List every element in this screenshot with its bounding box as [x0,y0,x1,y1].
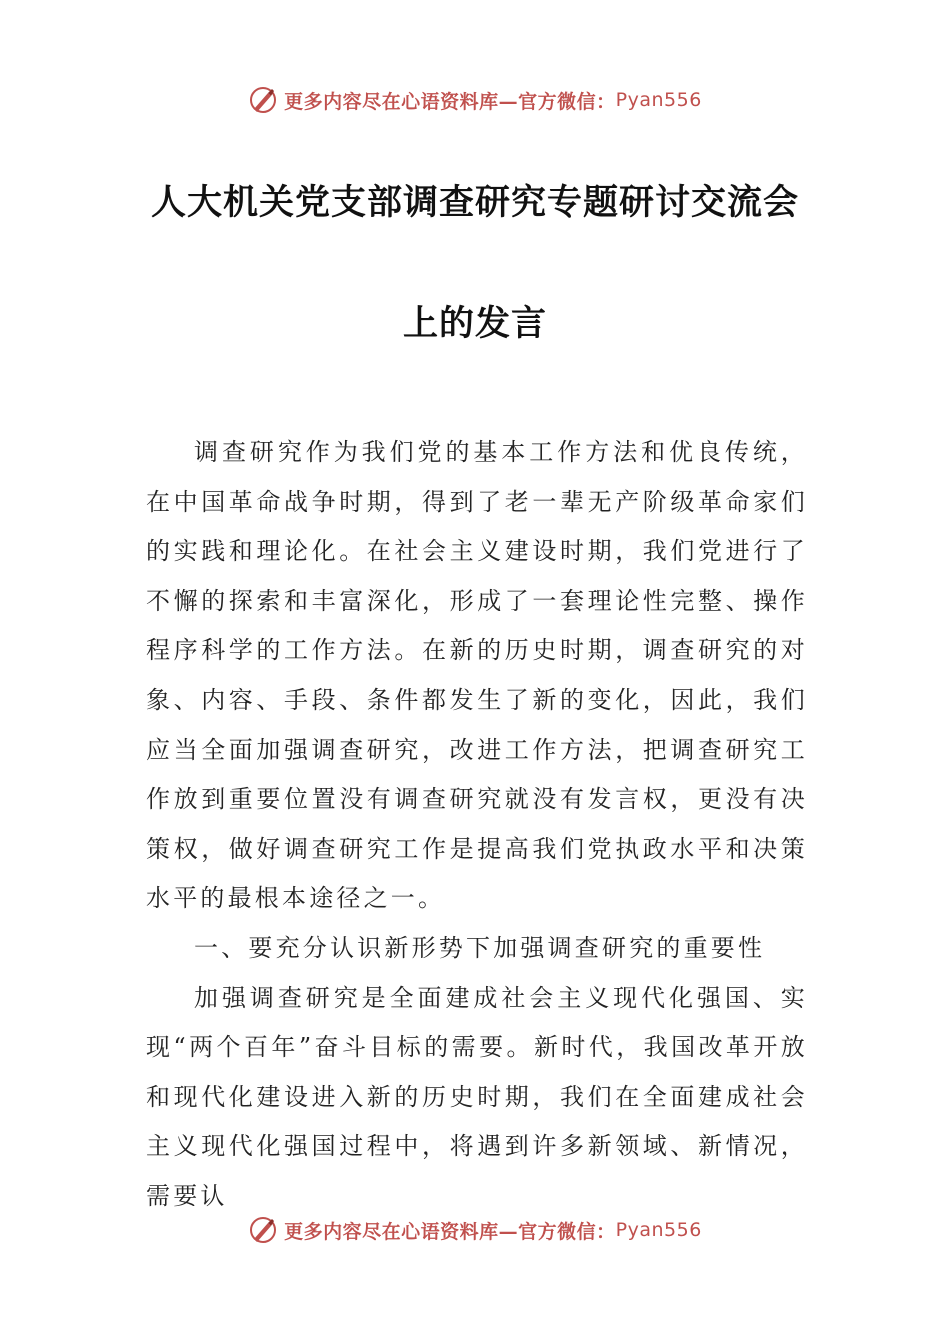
body-paragraph: 调查研究作为我们党的基本工作方法和优良传统，在中国革命战争时期，得到了老一辈无产阶级革命家们的实践和理论化。在社会主义建设时期，我们党进行了不懈的探索和丰富深化，形成了一套理论性完整、操作程序科学的工作方法。在新的历史时期，调查研究的对象、内容、手段、条件都发生了新的变化，因此，我们应当全面加强调查研究，改进工作方法，把调查研究工作放到重要位置没有调查研究就没有发言权，更没有决策权，做好调查研究工作是提高我们党执政水平和决策水平的最根本途径之一。 [146,438,808,913]
pen-logo-icon [248,85,278,115]
document-title-line-2: 上的发言 [402,304,547,344]
pen-logo-icon [248,1215,278,1245]
watermark-text: 更多内容尽在心语资料库—官方微信： [284,90,616,113]
watermark-contact: Pyan556 [615,1219,702,1241]
watermark-banner-bottom [0,1210,950,1250]
watermark-text: 更多内容尽在心语资料库—官方微信： [284,1220,616,1243]
document-title-line-1: 人大机关党支部调查研究专题研讨交流会 [150,183,799,223]
watermark-banner-top [0,80,950,120]
body-paragraph: 加强调查研究是全面建成社会主义现代化强国、实现“两个百年”奋斗目标的需要。新时代，我国改革开放和现代化建设进入新的历史时期，我们在全面建成社会主义现代化强国过程中，将遇到许多新领域、新情况，需要认 [146,983,808,1210]
section-heading: 一、要充分认识新形势下加强调查研究的重要性 [194,933,766,962]
watermark-contact: Pyan556 [615,89,702,111]
document-body [146,428,808,1222]
